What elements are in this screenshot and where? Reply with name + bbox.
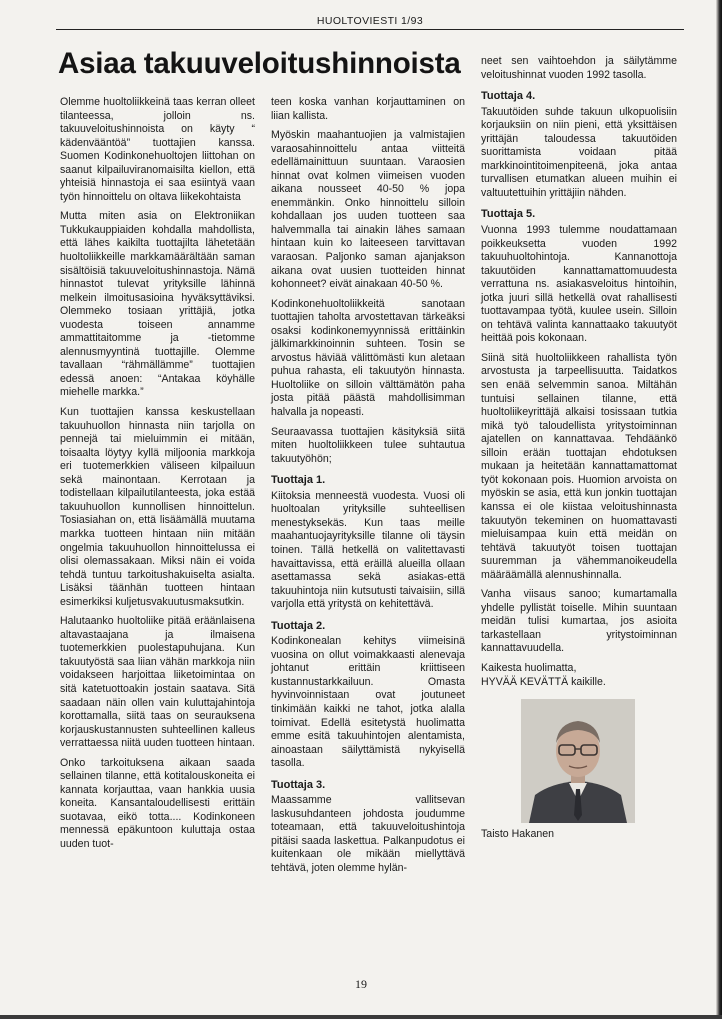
paragraph: Myöskin maahantuojien ja valmistajien varaosahinnoittelu antaa viitteitä edellämainittuun suuntaan. Varaosien hinnat ovat kolmen viimeisen vuoden aikana nousseet 40-50 % jopa enemmänkin. Onko hinnoittelu silloin kohdallaan jos uuden tuotteen saa halvemmalla tai ainakin lähes samaan hintaan kuin ko laiteeseen tarvittavan varaosan. Paljonko saman ajanjakson aikana ovat uusien tuotteiden hinnat kohonneet? eivät ainakaan 40-50 %. xyxy=(271,129,465,291)
paragraph: Mutta miten asia on Elektroniikan Tukkukauppiaiden kohdalla mahdollista, että lähes kaikilta tuottajilta lähetetään huoltoliikkeille markkamäärältään saman sisältöisiä takuuveloitushinnastoja. Nämä hinnastot tulevat yrityksille lähinnä melkein ilmoitusasioina hyväksyttäviksi. Olemmeko tosiaan yrittäjiä, jotka vuodesta toiseen annamme ammattitaitomme ja -tietomme alennusmyyntinä tuottajille. Olemme tavallaan “rähmällämme” tuottajien edessä anoen: “Antakaa köyhälle miehelle markka.” xyxy=(60,210,255,399)
paragraph: Kodinkonehuoltoliikkeitä sanotaan tuottajien taholta arvostettavan tärkeäksi osaksi kodinkonemyynnissä erittäinkin jälkimarkkinoinnin suhteen. Tosin se arvostus häviää välittömästi kun aletaan puhua rahasta, eli takuutyön hinnasta. Huoltoliike on silloin välttämätön paha josta pitää päästä mahdollisimman halvalla ja nopeasti. xyxy=(271,297,465,419)
paragraph: teen koska vanhan korjauttaminen on liian kallista. xyxy=(271,96,465,122)
paragraph: Seuraavassa tuottajien käsityksiä siitä miten huoltoliikkeen tulee suhtautua takuutyöhön; xyxy=(271,425,465,465)
author-photo xyxy=(521,699,635,823)
paragraph: Onko tarkoituksena aikaan saada sellainen tilanne, että kotitalouskoneita ei kannata korjauttaa, vaan hankkia uusia koneita. Kansantaloudellisesti erittäin suotavaa, eikö totta.... Kodinkoneen mennessä epäkuntoon kuluttaja ostaa uuden tuot- xyxy=(60,756,255,850)
column-1 xyxy=(60,96,255,858)
page-number: 19 xyxy=(355,977,367,991)
running-header: HUOLTOVIESTI 1/93 xyxy=(56,15,684,30)
section-heading: Tuottaja 3. xyxy=(271,778,326,791)
paragraph: Kaikesta huolimatta, HYVÄÄ KEVÄTTÄ kaikille. xyxy=(481,661,606,688)
paragraph: Kodinkonealan kehitys viimeisinä vuosina on ollut voimakkaasti alenevaja johtanut erittäin kriittiseen kustannustarkkailuun. Omasta hyvinvoinnistaan ovat joutuneet tinkimään kaikki ne tahot, jotka alalla toimivat. Edellä esitetystä huolimatta emme esitä takuuhintojen alentamista, ainoastaan säilyttämistä nykyisellä tasolla. xyxy=(271,635,465,770)
scan-edge-bottom xyxy=(0,1015,722,1019)
paragraph: Halutaanko huoltoliike pitää eräänlaisena altavastaajana ja ilmaisena tuotemerkkien puolestapuhujana. Kun takuutyöstä saa liian vähän markkoja niin voidakseen harjoittaa liiketoimintaa on sitä katetuottoakin jostain saatava. Sitä saadaan näin ollen vain kuluttajahintoja korottamalla, siitä taas on seurauksena korjauskustannusten suhteellinen kalleus verrattaessa niitä uuden tuotteen hintaan. xyxy=(60,615,255,750)
scan-edge-right xyxy=(716,0,722,1019)
section-heading: Tuottaja 4. xyxy=(481,90,536,103)
paragraph: Vanha viisaus sanoo; kumartamalla yhdelle pyllistät toiselle. Mihin suuntaan meidän tulisi kumartaa, jos asioita tarkastellaan yritystoiminnan kannattavuudella. xyxy=(481,588,677,655)
paragraph: Kiitoksia menneestä vuodesta. Vuosi oli huoltoalan yrityksille suhteellisen menestyksekäs. Kun taas meille maahantuojayrityksille tilanne oli täysin toinen. Tällä hetkellä on valitettavasti havaittavissa, että eräillä alueilla ollaan asettamassa sekä asiakas-että takuuhintoja niin kutsutusti taivaisiin, sillä varjolla että yritystä on kehitettävä. xyxy=(271,489,465,611)
section-heading: Tuottaja 1. xyxy=(271,474,326,487)
column-3 xyxy=(481,55,677,842)
section-heading: Tuottaja 2. xyxy=(271,619,326,632)
column-2 xyxy=(271,96,465,882)
article-title: Asiaa takuuveloitushinnoista xyxy=(58,47,461,80)
portrait-illustration xyxy=(521,699,635,823)
paragraph: neet sen vaihtoehdon ja säilytämme veloitushinnat vuoden 1992 tasolla. xyxy=(481,55,677,81)
paragraph: Kun tuottajien kanssa keskustellaan takuuhuollon hinnasta niin tarjolla on pennejä tai mieluimmin ei mitään, toisaalta löytyy kyllä miljoonia markkoja eri tuotemerkkien väliseen kilpailuun sekä mainontaan. Kerrotaan ja todistellaan kilpailutilanteesta, joka estää takuuhuollon kunnollisen hinnoittelun. Tosiasiahan on, että lisäämällä muutama markka tuotteen hintaan niin mitään ongelmia takuuhuollon hinnoittelussa ei olisi olemassakaan. Miksi näin ei voida tehdä tuntuu tarkoitushakuiselta asialta. Lisäksi täänhän tuotteen hintaan esimerkiksi kuljetusvakuutusmaksutkin. xyxy=(60,406,255,608)
section-heading: Tuottaja 5. xyxy=(481,208,536,221)
paragraph: Takuutöiden suhde takuun ulkopuolisiin korjauksiin on niin pieni, että yksittäisen yrittäjän taloudessa takuutöiden suorittamista voidaan pitää markkinointitoimenpiteenä, joka antaa turvallisen etumatkan alueen muihin ei valtuutettuihin yrittäjiin nähden. xyxy=(481,105,677,199)
paragraph: Maassamme vallitsevan laskusuhdanteen johdosta joudumme toteamaan, että takuuveloitushintoja pitäisi saada laskettua. Palkanpudotus ei kuitenkaan ole mikään miellyttävä tehtävä, joten olemme hylän- xyxy=(271,794,465,874)
photo-caption: Taisto Hakanen xyxy=(481,828,555,841)
paragraph: Olemme huoltoliikkeinä taas kerran olleet tilanteessa, jolloin ns. takuuveloitushinnoista on käyty “ kädenvääntöä” tuottajien kanssa. Suomen Kodinkonehuoltojen liittohan on saanut kilpailuviranomaisilta kiellon, että yhteisiä hinnastoja ei saa esiintyä vaan työn hinnoittelu on oltava liikekohtaista xyxy=(60,96,255,203)
paragraph: Vuonna 1993 tulemme noudattamaan poikkeuksetta vuoden 1992 takuuhuoltohintoja. Kannanottoja takuutöiden kannattamattomuudesta verrattuna ns. asiakasveloitus hintoihin, jotka juuri sillä hetkellä ovat rahallisesti tuottavampaa työtä, kuulee usein. Silloin on tehtävä valinta kannattaako takuutyöt heittää pois kokonaan. xyxy=(481,224,677,345)
paragraph: Siinä sitä huoltoliikkeen rahallista työn arvostusta ja tarpeellisuutta. Taidatkos sen enää selvemmin sanoa. Miltähän tuntuisi sellainen tilanne, että huoltoliikeyrittäjä alkaisi tosissaan tutkia mikä työ taloudellista yritystoiminnan ajatellen on kannattavaa. Tehdäänkö silloin erään tuottajan ehdotuksen mukaan ja heitetään kannattamattomat työt kokonaan pois. Huomion arvoista on myöskin se asia, että kun jonkin tuottajan kanssa ei ole kiistaa veloitushinnasta takuutyön tekeminen on huomattavasti mieluisampaa kuin että meidän on tehtävä takuutyöt toisen tuottajan suuremman ja vähemmanoikeudella määräämällä alennushinnalla. xyxy=(481,351,677,581)
